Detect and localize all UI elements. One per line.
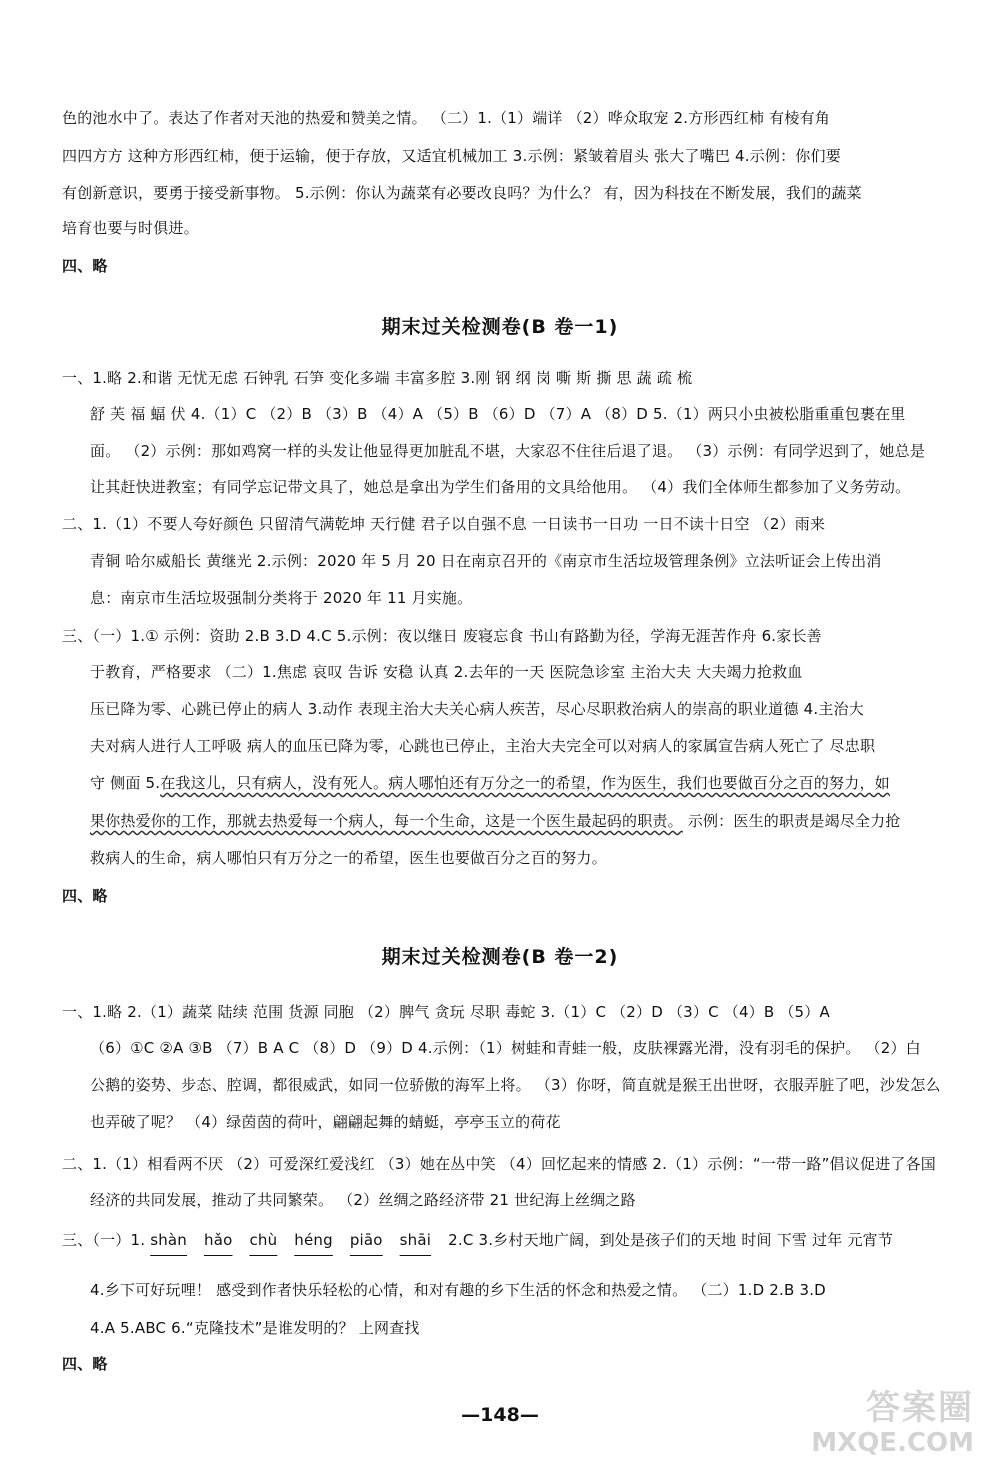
text-line: 二、1.（1）不要人夸好颜色 只留清气满乾坤 天行健 君子以自强不息 一日读书一日功 一日不读十日空 （2）雨来	[62, 515, 826, 533]
page-number: —148—	[461, 1404, 539, 1426]
text-line: 一、1.略 2.和谐 无忧无虑 石钟乳 石笋 变化多端 丰富多腔 3.刚 钢 纲 岗 嘶 斯 撕 思 蔬 疏 梳	[62, 369, 693, 387]
text-line	[62, 1230, 893, 1250]
text-segment: 三、（一）1.	[62, 1231, 146, 1249]
section-label: 四、略	[62, 257, 108, 275]
section-heading: 期末过关检测卷(B 卷一1)	[381, 316, 619, 338]
pinyin-answer: shàn	[150, 1231, 188, 1249]
text-line: 4.A 5.ABC 6.“克隆技术”是谁发明的？ 上网查找	[90, 1319, 420, 1337]
text-line: 夫对病人进行人工呼吸 病人的血压已降为零，心跳也已停止，主治大夫完全可以对病人的家属宣告病人死亡了 尽忠职	[90, 737, 876, 755]
section-label: 四、略	[62, 1355, 108, 1373]
pinyin-answer: héng	[294, 1231, 333, 1249]
text-line: 救病人的生命，病人哪怕只有万分之一的希望，医生也要做百分之百的努力。	[90, 849, 607, 867]
text-line: 公鹅的姿势、步态、腔调，都很威武，如同一位骄傲的海军上将。 （3）你呀，简直就是猴王出世呀，衣服弄脏了吧，沙发怎么	[90, 1076, 941, 1094]
pinyin-answer: piāo	[349, 1231, 383, 1249]
text-line: 青铜 哈尔威船长 黄继光 2.示例：2020 年 5 月 20 日在南京召开的《南京市生活垃圾管理条例》立法听证会上传出消	[90, 552, 882, 570]
text-line: 4.乡下可好玩哩！ 感受到作者快乐轻松的心情，和对有趣的乡下生活的怀念和热爱之情。 （二）1.D 2.B 3.D	[90, 1281, 826, 1299]
pinyin-answer: shāi	[399, 1231, 432, 1249]
text-line: 让其赶快进教室；有同学忘记带文具了，她总是拿出为学生们备用的文具给他用。 （4）我们全体师生都参加了义务劳动。	[90, 478, 911, 496]
section-label: 四、略	[62, 887, 108, 905]
text-line: 息：南京市生活垃圾强制分类将于 2020 年 11 月实施。	[90, 589, 473, 607]
text-line: 舒 芙 福 蝠 伏 4.（1）C （2）B （3）B （4）A （5）B （6）D （7）A （8）D 5.（1）两只小虫被松脂重重包裹在里	[90, 405, 906, 423]
pinyin-answer: chù	[249, 1231, 278, 1249]
pinyin-answer: hǎo	[203, 1231, 233, 1249]
underlined-sentence: 果你热爱你的工作，那就去热爱每一个病人，每一个生命，这是一个医生最起码的职责。	[90, 812, 683, 830]
text-line: 三、（一）1.① 示例：资助 2.B 3.D 4.C 5.示例：夜以继日 废寝忘食 书山有路勤为径，学海无涯苦作舟 6.家长善	[62, 627, 822, 645]
text-line: 经济的共同发展，推动了共同繁荣。 （2）丝绸之路经济带 21 世纪海上丝绸之路	[90, 1191, 636, 1209]
text-line: 有创新意识，要勇于接受新事物。 5.示例：你认为蔬菜有必要改良吗？为什么？ 有，因为科技在不断发展，我们的蔬菜	[62, 184, 862, 202]
text-line: 压已降为零、心跳已停止的病人 3.动作 表现主治大夫关心病人疾苦，尽心尽职救治病人的崇高的职业道德 4.主治大	[90, 700, 864, 718]
text-line	[90, 773, 890, 793]
watermark-logo: 答案圈	[866, 1388, 974, 1428]
text-line: 培育也要与时俱进。	[62, 219, 199, 237]
watermark-url: MXQE.COM	[811, 1428, 974, 1458]
text-segment: 示例：医生的职责是竭尽全力抢	[682, 812, 901, 830]
section-heading: 期末过关检测卷(B 卷一2)	[381, 946, 619, 968]
text-line: 一、1.略 2.（1）蔬菜 陆续 范围 货源 同胞 （2）脾气 贪玩 尽职 毒蛇 3.（1）C （2）D （3）C （4）B （5）A	[62, 1003, 830, 1021]
text-line: （6）①C ②A ③B （7）B A C （8）D （9）D 4.示例：（1）树蛙和青蛙一般，皮肤裸露光滑，没有羽毛的保护。 （2）白	[90, 1039, 921, 1057]
text-line: 二、1.（1）相看两不厌 （2）可爱深红爱浅红 （3）她在丛中笑 （4）回忆起来的情感 2.（1）示例：“一带一路”倡议促进了各国	[62, 1155, 936, 1173]
watermark	[794, 1380, 974, 1458]
text-line: 四四方方 这种方形西红柿，便于运输，便于存放，又适宜机械加工 3.示例：紧皱着眉头 张大了嘴巴 4.示例：你们要	[62, 147, 841, 165]
text-segment: 2.C 3.乡村天地广阔，到处是孩子们的天地 时间 下雪 过年 元宵节	[448, 1231, 894, 1249]
text-line: 色的池水中了。表达了作者对天池的热爱和赞美之情。 （二）1.（1）端详 （2）哗众取宠 2.方形西红柿 有棱有角	[62, 109, 830, 127]
text-line: 也弄破了呢？ （4）绿茵茵的荷叶，翩翩起舞的蜻蜓，亭亭玉立的荷花	[90, 1113, 561, 1131]
text-line	[90, 811, 901, 831]
text-line: 于教育，严格要求 （二）1.焦虑 哀叹 告诉 安稳 认真 2.去年的一天 医院急诊室 主治大夫 大夫竭力抢救血	[90, 663, 803, 681]
text-line: 面。 （2）示例：那如鸡窝一样的头发让他显得更加脏乱不堪，大家忍不住往后退了退。 （3）示例：有同学迟到了，她总是	[90, 442, 926, 460]
underlined-sentence: 在我这儿，只有病人，没有死人。病人哪怕还有万分之一的希望，作为医生，我们也要做百分之百的努力，如	[160, 774, 890, 792]
text-segment: 守 侧面 5.	[90, 774, 161, 792]
